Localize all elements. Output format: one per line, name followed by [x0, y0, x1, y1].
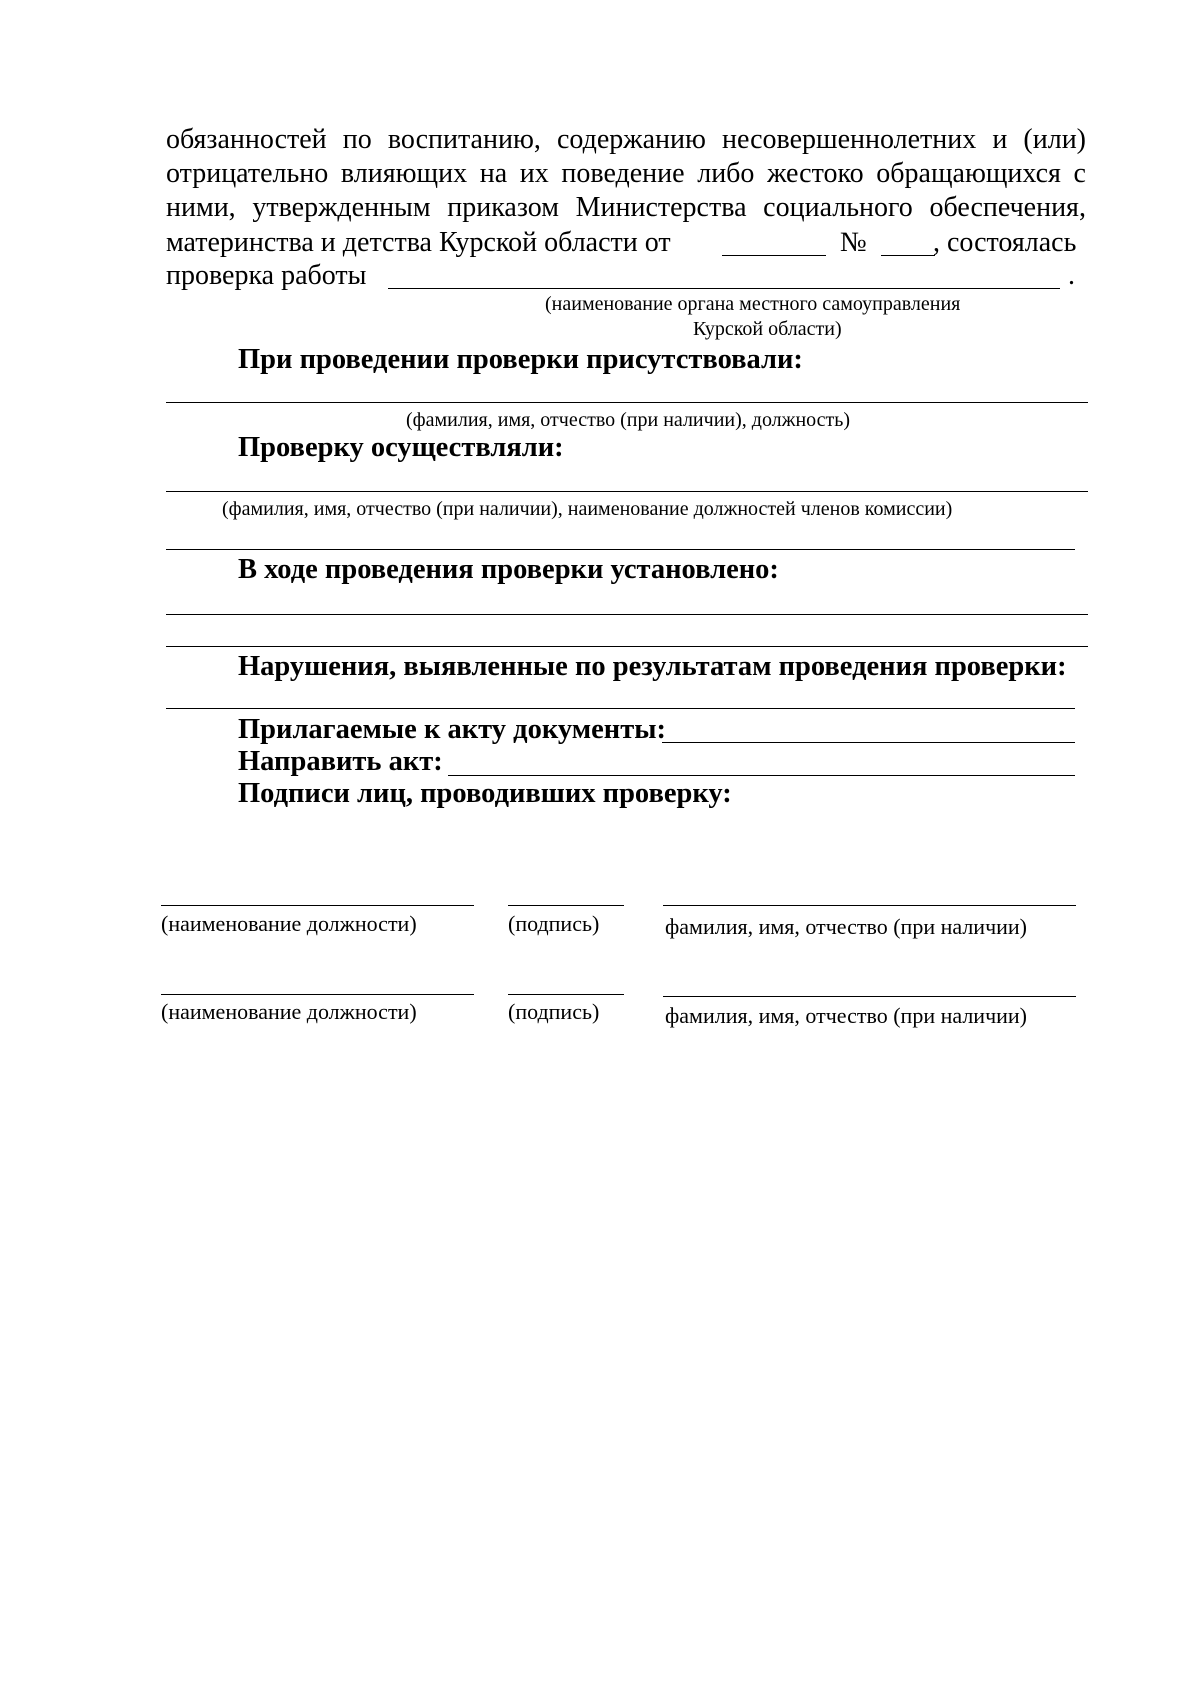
heading-send: Направить акт: [238, 746, 443, 777]
name-blank-line [663, 905, 1076, 906]
word: и [992, 124, 1008, 155]
word: несовершеннолетних [722, 124, 977, 155]
intro-line-1 [166, 124, 1086, 156]
organ-caption-line-1: (наименование органа местного самоуправления [545, 293, 961, 315]
heading-attachments: Прилагаемые к акту документы: [238, 714, 666, 745]
signature-caption: (подпись) [508, 999, 600, 1024]
present-blank-line [166, 402, 1088, 403]
established-blank-line-1 [166, 614, 1088, 615]
order-date-blank [722, 255, 826, 256]
name-caption: фамилия, имя, отчество (при наличии) [665, 1003, 1028, 1028]
word: обращающихся [876, 158, 1061, 189]
word: воспитанию, [387, 124, 541, 155]
word: Министерства [575, 192, 747, 223]
position-blank-line [161, 905, 474, 906]
order-number-blank [881, 255, 935, 256]
inspectors-blank-line [166, 491, 1088, 492]
commission-blank-line [166, 549, 1075, 550]
heading-violations: Нарушения, выявленные по результатам проведения проверки: [238, 651, 1067, 682]
heading-inspectors: Проверку осуществляли: [238, 432, 564, 463]
position-caption: (наименование должности) [161, 999, 417, 1024]
word: либо [697, 158, 755, 189]
word: утвержденным [252, 192, 431, 223]
violations-blank-line [166, 708, 1075, 709]
word: приказом [447, 192, 559, 223]
position-caption: (наименование должности) [161, 911, 417, 936]
heading-established: В ходе проведения проверки установлено: [238, 554, 779, 585]
heading-present: При проведении проверки присутствовали: [238, 344, 803, 375]
name-caption: фамилия, имя, отчество (при наличии) [665, 914, 1028, 939]
position-blank-line [161, 994, 474, 995]
word: поведение [561, 158, 685, 189]
signature-caption: (подпись) [508, 911, 600, 936]
word: с [1073, 158, 1086, 189]
word: (или) [1023, 124, 1086, 155]
word: отрицательно [166, 158, 329, 189]
send-blank-line [448, 775, 1075, 776]
signature-blank-line [508, 905, 624, 906]
intro-line-4-text: материнства и детства Курской области от [166, 227, 671, 258]
intro-line-5-period: . [1068, 260, 1075, 291]
number-sign: № [840, 227, 867, 258]
organ-caption-line-2: Курской области) [693, 318, 842, 340]
word: влияющих [340, 158, 468, 189]
word: обеспечения, [929, 192, 1086, 223]
intro-line-2 [166, 158, 1086, 190]
heading-signatures: Подписи лиц, проводивших проверку: [238, 778, 732, 809]
word: по [342, 124, 372, 155]
commission-caption: (фамилия, имя, отчество (при наличии), наименование должностей членов комиссии) [222, 498, 953, 520]
word: социального [763, 192, 913, 223]
intro-line-4-end: , состоялась [933, 227, 1077, 258]
word: жестоко [767, 158, 864, 189]
word: содержанию [556, 124, 706, 155]
word: их [519, 158, 549, 189]
signature-blank-line [508, 994, 624, 995]
present-caption: (фамилия, имя, отчество (при наличии), должность) [406, 409, 851, 431]
name-blank-line [663, 996, 1076, 997]
organ-name-blank [388, 288, 1060, 289]
word: на [479, 158, 508, 189]
established-blank-line-2 [166, 646, 1088, 647]
intro-line-3 [166, 192, 1086, 224]
word: обязанностей [166, 124, 327, 155]
intro-line-5-text: проверка работы [166, 260, 367, 291]
word: ними, [166, 192, 236, 223]
attachments-blank-line [662, 742, 1075, 743]
